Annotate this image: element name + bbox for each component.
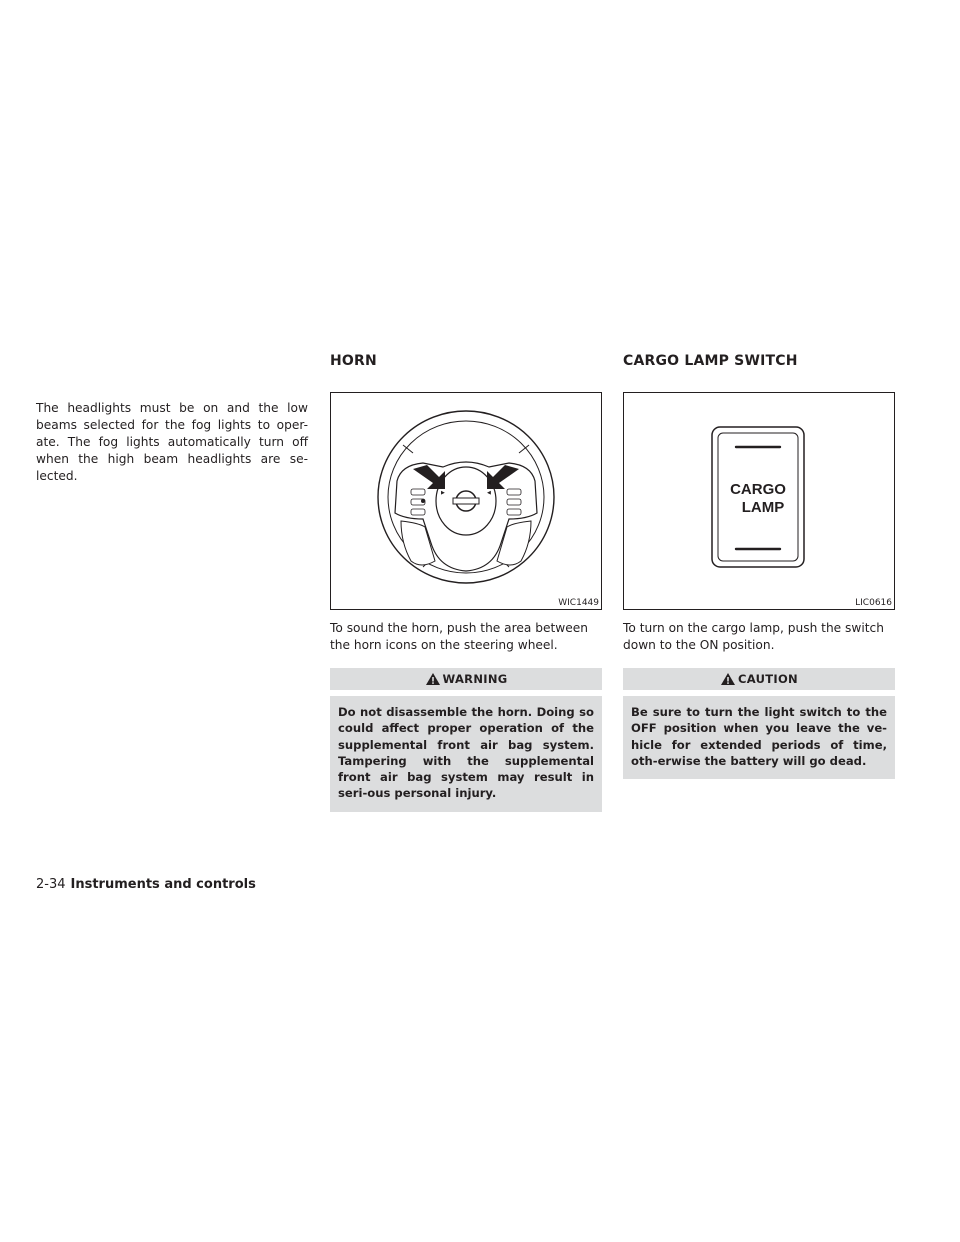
fog-light-paragraph: The headlights must be on and the low beams selected for the fog lights to oper-ate. The fog lights automatically turn off when the high beam headlights are se-lected. bbox=[36, 401, 308, 483]
steering-wheel-figure bbox=[330, 392, 602, 610]
svg-text:▶: ▶ bbox=[441, 490, 445, 496]
warning-box bbox=[330, 668, 602, 812]
horn-paragraph: To sound the horn, push the area between the horn icons on the steering wheel. bbox=[330, 621, 588, 652]
figure-code: WIC1449 bbox=[558, 598, 599, 608]
caution-box bbox=[623, 668, 895, 779]
horn-heading: HORN bbox=[330, 353, 377, 369]
switch-label-line2: LAMP bbox=[741, 499, 785, 516]
warning-title: WARNING bbox=[442, 672, 508, 686]
figure-code: LIC0616 bbox=[855, 598, 892, 608]
cargo-lamp-paragraph: To turn on the cargo lamp, push the switch down to the ON position. bbox=[623, 621, 884, 652]
page-number: 2-34 bbox=[36, 877, 66, 892]
cargo-lamp-figure bbox=[623, 392, 895, 610]
steering-wheel-illustration bbox=[331, 393, 601, 609]
left-column bbox=[36, 400, 308, 485]
switch-label bbox=[712, 481, 804, 517]
horn-section bbox=[330, 350, 602, 812]
cargo-lamp-section bbox=[623, 350, 895, 779]
svg-text:◀: ◀ bbox=[487, 490, 491, 496]
warning-icon bbox=[425, 672, 441, 686]
caution-text: Be sure to turn the light switch to the OFF position when you leave the ve-hicle for extended periods of time, oth-erwise the battery will go dead. bbox=[631, 705, 887, 768]
warning-text: Do not disassemble the horn. Doing so could affect proper operation of the supplemental front air bag system. Tampering with the supplemental front air bag system may result in seri-ous personal injury. bbox=[338, 705, 594, 801]
switch-label-line1: CARGO bbox=[730, 481, 786, 498]
caution-icon bbox=[720, 672, 736, 686]
caution-title: CAUTION bbox=[738, 672, 798, 686]
cargo-lamp-heading: CARGO LAMP SWITCH bbox=[623, 353, 798, 369]
section-title: Instruments and controls bbox=[70, 877, 256, 892]
page-footer bbox=[36, 877, 256, 892]
caution-header bbox=[623, 668, 895, 690]
warning-header bbox=[330, 668, 602, 690]
